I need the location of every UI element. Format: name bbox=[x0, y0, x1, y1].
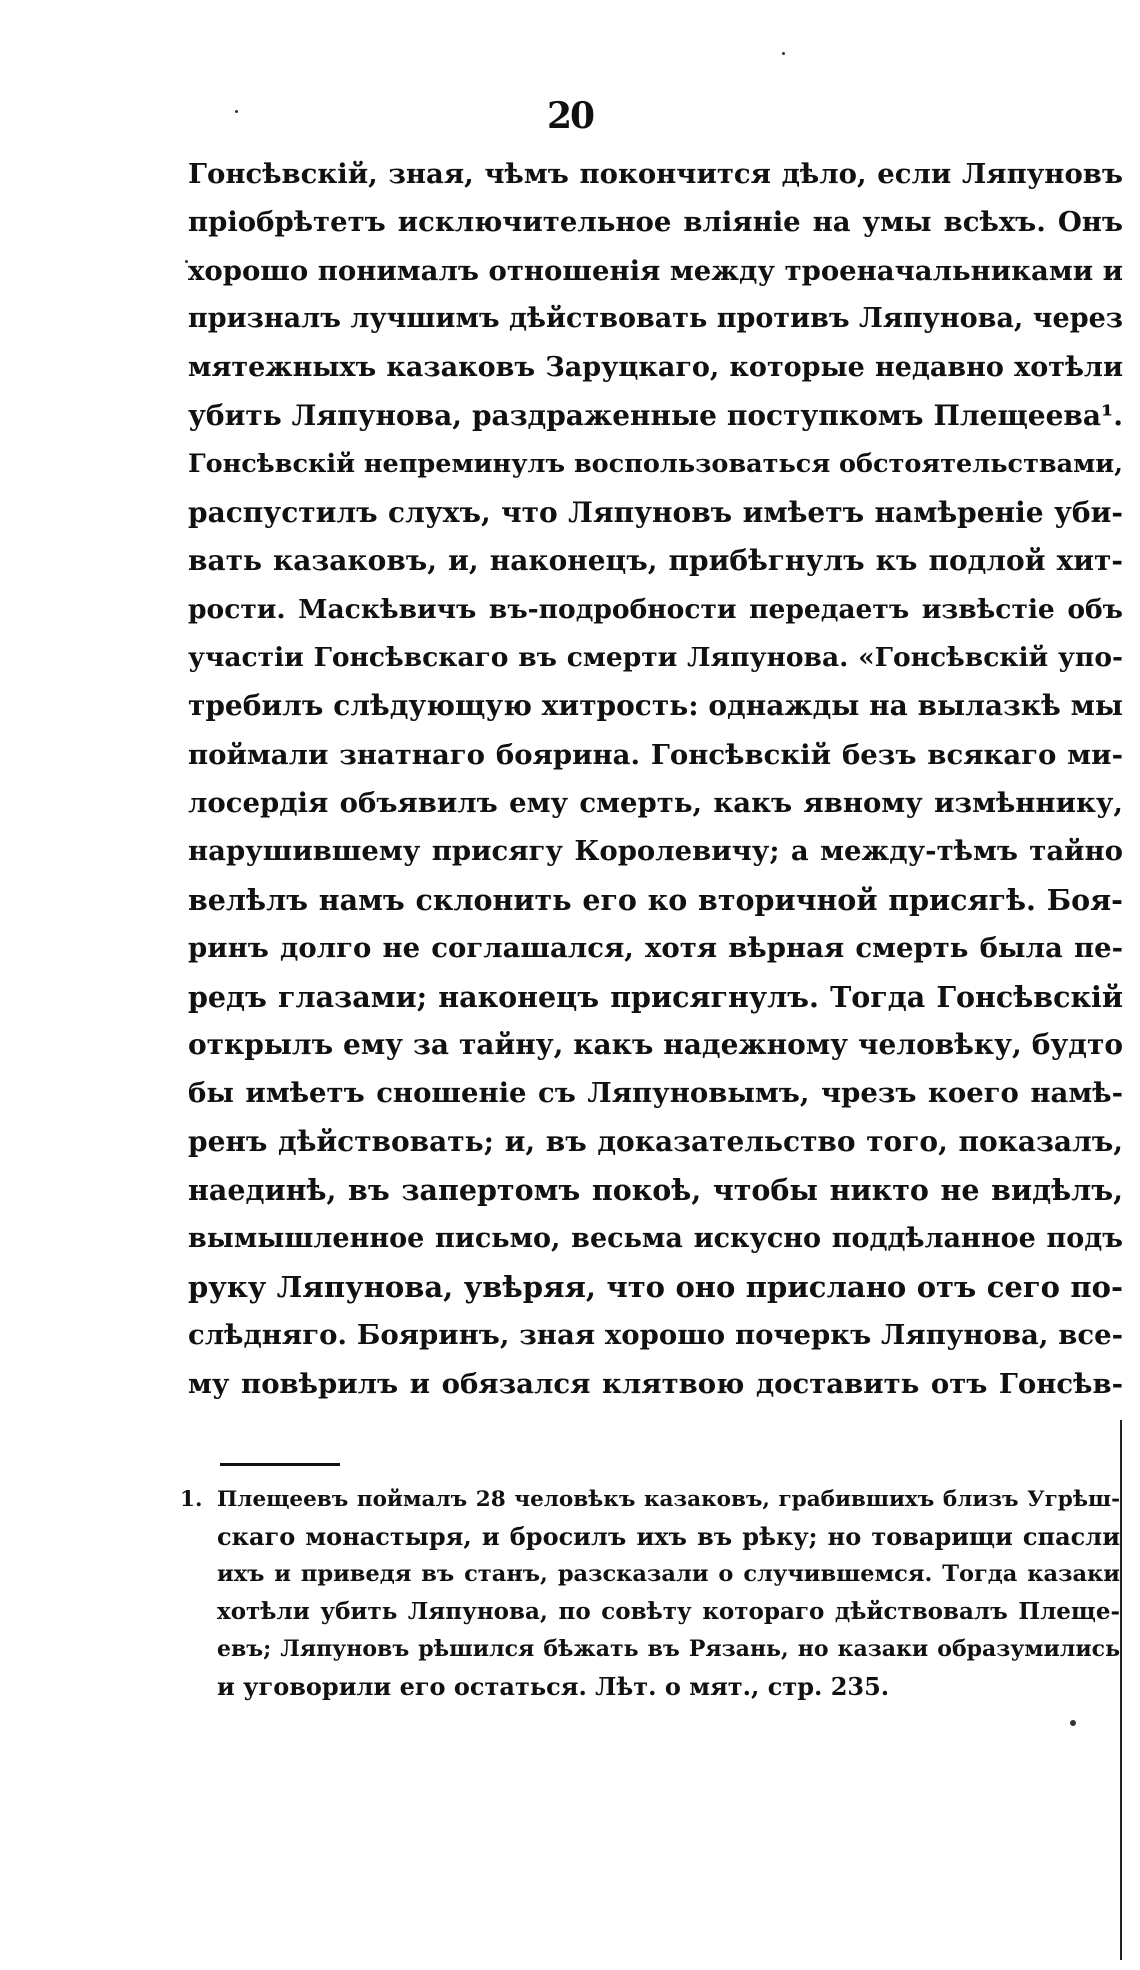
text-line: рости. Маскѣвичъ въ-подробности передаетъ извѣстіе объ bbox=[188, 593, 1123, 625]
scan-speck bbox=[235, 110, 238, 113]
text-line: убить Ляпунова, раздраженные поступкомъ Плещеева¹. bbox=[188, 398, 1123, 432]
text-line: требилъ слѣдующую хитрость: однажды на вылазкѣ мы bbox=[188, 689, 1123, 723]
text-line: ренъ дѣйствовать; и, въ доказательство того, показалъ, bbox=[188, 1124, 1123, 1158]
footnote-line: скаго монастыря, и бросилъ ихъ въ рѣку; но товарищи спасли bbox=[217, 1522, 1120, 1552]
text-line: вать казаковъ, и, наконецъ, прибѣгнулъ къ подлой хит- bbox=[188, 544, 1123, 578]
footnote-line: евъ; Ляпуновъ рѣшился бѣжать въ Рязань, но казаки образумились bbox=[217, 1635, 1120, 1662]
text-line: лосердія объявилъ ему смерть, какъ явному измѣннику, bbox=[188, 787, 1123, 820]
text-line: велѣлъ намъ склонить его ко вторичной присягѣ. Боя- bbox=[188, 882, 1123, 917]
footnote-line bbox=[180, 1481, 1120, 1518]
footnote-separator bbox=[220, 1463, 340, 1466]
scan-speck bbox=[185, 260, 188, 263]
text-line: Гонсѣвскій, зная, чѣмъ покончится дѣло, если Ляпуновъ bbox=[188, 158, 1123, 190]
text-line: бы имѣетъ сношеніе съ Ляпуновымъ, чрезъ коего намѣ- bbox=[188, 1077, 1123, 1110]
scan-speck bbox=[1070, 1720, 1076, 1726]
main-text-block bbox=[188, 150, 1123, 1408]
scan-edge-line bbox=[1120, 1420, 1122, 1960]
text-line: мятежныхъ казаковъ Заруцкаго, которые недавно хотѣли bbox=[188, 351, 1123, 383]
footnote-line: ихъ и приведя въ станъ, разсказали о случившемся. Тогда казаки bbox=[217, 1560, 1120, 1587]
text-line: призналъ лучшимъ дѣйствовать противъ Ляпунова, через bbox=[188, 303, 1123, 335]
text-line: распустилъ слухъ, что Ляпуновъ имѣетъ намѣреніе уби- bbox=[188, 495, 1123, 529]
text-line: Гонсѣвскій непреминулъ воспользоваться обстоятельствами, bbox=[188, 449, 1124, 480]
text-line: вымышленное письмо, весьма искусно поддѣланное подъ bbox=[188, 1222, 1123, 1254]
footnote-line: хотѣли убить Ляпунова, по совѣту котораго дѣйствовалъ Плеще- bbox=[217, 1598, 1120, 1626]
footnote-line: и уговорили его остаться. Лѣт. о мят., стр. 235. bbox=[217, 1671, 890, 1701]
text-line: руку Ляпунова, увѣряя, что оно прислано отъ сего по- bbox=[188, 1269, 1123, 1304]
text-line: поймали знатнаго боярина. Гонсѣвскій безъ всякаго ми- bbox=[188, 738, 1123, 771]
text-line: пріобрѣтетъ исключительное вліяніе на умы всѣхъ. Онъ bbox=[188, 206, 1123, 239]
text-line: участіи Гонсѣвскаго въ смерти Ляпунова. «Гонсѣвскій упо- bbox=[188, 641, 1123, 673]
footnote-number: 1. bbox=[180, 1487, 203, 1512]
text-line: му повѣрилъ и обязался клятвою доставить отъ Гонсѣв- bbox=[188, 1367, 1123, 1400]
text-line: нарушившему присягу Королевичу; а между-тѣмъ тайно bbox=[188, 835, 1123, 868]
text-line: редъ глазами; наконецъ присягнулъ. Тогда Гонсѣвскій bbox=[188, 979, 1123, 1014]
text-line: ринъ долго не соглашался, хотя вѣрная смерть была пе- bbox=[188, 932, 1123, 965]
footnote-line-text: Плещеевъ поймалъ 28 человѣкъ казаковъ, грабившихъ близъ Угрѣш- bbox=[217, 1487, 1120, 1512]
footnote bbox=[180, 1481, 1120, 1705]
text-line: наединѣ, въ запертомъ покоѣ, чтобы никто не видѣлъ, bbox=[188, 1173, 1123, 1208]
text-line: открылъ ему за тайну, какъ надежному человѣку, будто bbox=[188, 1028, 1123, 1062]
text-line: слѣдняго. Бояринъ, зная хорошо почеркъ Ляпунова, все- bbox=[188, 1319, 1123, 1352]
scan-speck bbox=[782, 52, 785, 55]
page-number: 20 bbox=[546, 95, 594, 137]
text-line: хорошо понималъ отношенія между троеначальниками и bbox=[188, 254, 1124, 287]
